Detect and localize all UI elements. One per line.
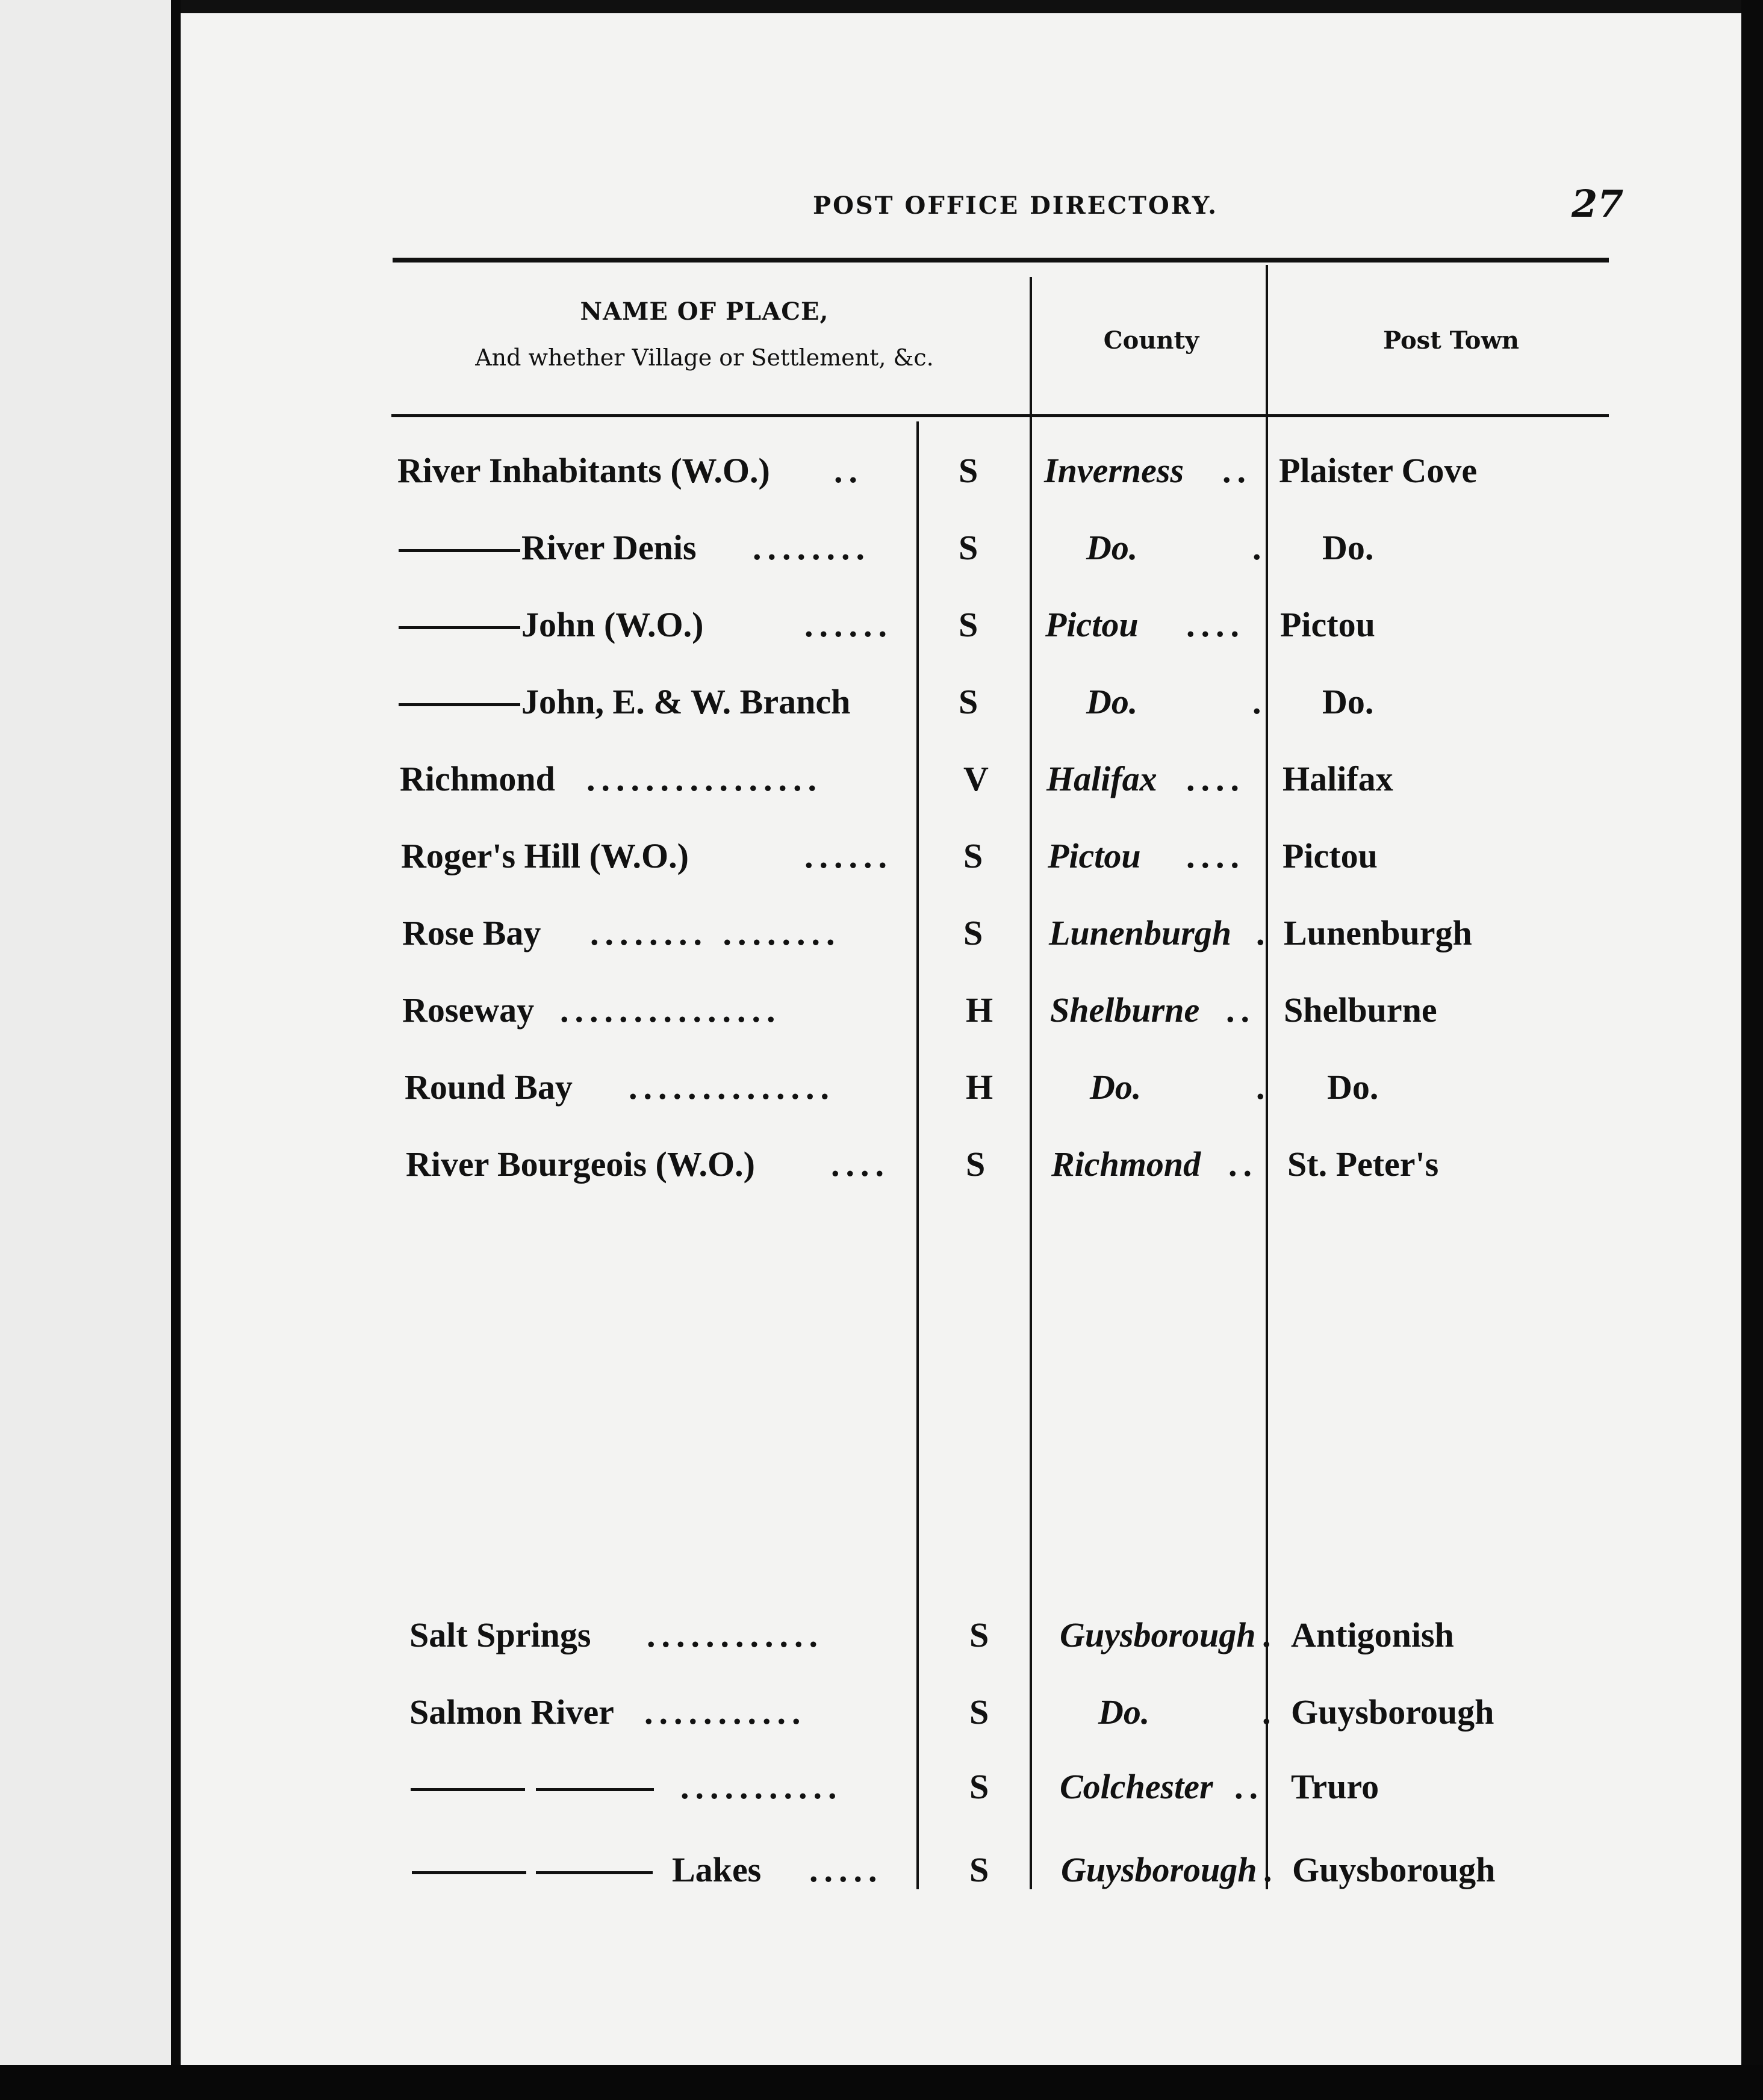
- name-column-title: NAME OF PLACE,: [580, 297, 829, 326]
- place-class: S: [959, 528, 978, 567]
- county-leader-dots: .: [1263, 1850, 1278, 1889]
- running-title: POST OFFICE DIRECTORY.: [813, 191, 1219, 220]
- place-class: V: [963, 759, 989, 798]
- place-name: River Inhabitants (W.O.): [397, 451, 770, 490]
- place-name: Salmon River: [409, 1692, 614, 1732]
- place-name: Rose Bay: [402, 913, 541, 952]
- leader-dots: ...........: [680, 1767, 843, 1806]
- table-row: [0, 601, 1763, 649]
- place-class: S: [963, 836, 983, 875]
- county-leader-dots: .: [1256, 1067, 1271, 1107]
- post-town-column-heading: Post Town: [1383, 326, 1519, 355]
- county-name: Pictou: [1048, 836, 1141, 875]
- county-leader-dots: ..: [1226, 990, 1255, 1030]
- ditto-dash: [399, 626, 520, 629]
- ditto-dash: [536, 1871, 653, 1874]
- place-class: S: [966, 1145, 986, 1184]
- top-edge-shadow: [181, 0, 1763, 13]
- header-rule: [391, 414, 1609, 417]
- place-name: Lakes: [672, 1850, 762, 1889]
- leader-dots: ........ ........: [590, 913, 841, 952]
- post-town: Guysborough: [1291, 1692, 1494, 1732]
- county-name: Do.: [1090, 1067, 1142, 1107]
- ditto-dash: [536, 1788, 654, 1791]
- county-name: Do.: [1086, 682, 1138, 721]
- place-class: H: [966, 1067, 993, 1107]
- table-row: [0, 1063, 1763, 1111]
- place-class: S: [969, 1850, 989, 1889]
- table-row: [0, 832, 1763, 880]
- post-town: Lunenburgh: [1284, 913, 1472, 952]
- county-name: Halifax: [1046, 759, 1157, 798]
- county-name: Pictou: [1045, 605, 1139, 644]
- leader-dots: ......: [804, 836, 893, 875]
- place-class: S: [959, 682, 978, 721]
- county-leader-dots: .: [1262, 1692, 1277, 1732]
- county-leader-dots: ....: [1186, 759, 1245, 798]
- county-leader-dots: ..: [1234, 1767, 1264, 1806]
- table-row: [0, 1763, 1763, 1811]
- place-name: Roseway: [402, 990, 535, 1030]
- place-name: Richmond: [400, 759, 555, 798]
- post-town: Halifax: [1283, 759, 1393, 798]
- table-row: [0, 909, 1763, 957]
- place-class: S: [969, 1615, 989, 1654]
- place-name: Roger's Hill (W.O.): [401, 836, 689, 875]
- ditto-dash: [399, 549, 520, 552]
- place-name: River Bourgeois (W.O.): [406, 1145, 755, 1184]
- place-class: S: [959, 451, 978, 490]
- county-name: Do.: [1098, 1692, 1150, 1732]
- post-town: Shelburne: [1284, 990, 1437, 1030]
- post-town: Do.: [1322, 528, 1374, 567]
- table-row: [0, 678, 1763, 726]
- leader-dots: .....: [809, 1850, 883, 1889]
- county-name: Inverness: [1044, 451, 1184, 490]
- place-class: S: [959, 605, 978, 644]
- ditto-dash: [411, 1788, 525, 1791]
- place-name: River Denis: [521, 528, 697, 567]
- county-name: Shelburne: [1050, 990, 1200, 1030]
- county-column-heading: County: [1103, 326, 1199, 355]
- table-row: [0, 1846, 1763, 1894]
- ditto-dash: [399, 703, 520, 706]
- leader-dots: ........: [753, 528, 871, 567]
- leader-dots: ......: [804, 605, 893, 644]
- county-leader-dots: ..: [1222, 451, 1252, 490]
- county-leader-dots: .: [1262, 1615, 1277, 1654]
- post-town: Antigonish: [1291, 1615, 1454, 1654]
- ditto-dash: [412, 1871, 526, 1874]
- table-row: [0, 1611, 1763, 1659]
- leader-dots: ................: [586, 759, 822, 798]
- leader-dots: ..............: [629, 1067, 835, 1107]
- post-town: Guysborough: [1292, 1850, 1496, 1889]
- bottom-edge-shadow: [0, 2065, 1763, 2100]
- place-class: S: [963, 913, 983, 952]
- county-leader-dots: ....: [1186, 836, 1245, 875]
- table-row: [0, 1140, 1763, 1188]
- county-name: Colchester: [1060, 1767, 1213, 1806]
- place-name: John (W.O.): [521, 605, 704, 644]
- county-leader-dots: ....: [1186, 605, 1245, 644]
- place-name: John, E. & W. Branch: [521, 682, 851, 721]
- leader-dots: ..: [834, 451, 863, 490]
- leader-dots: ............: [647, 1615, 824, 1654]
- leader-dots: ....: [831, 1145, 890, 1184]
- post-town: Truro: [1291, 1767, 1379, 1806]
- table-row: [0, 755, 1763, 803]
- county-name: Lunenburgh: [1049, 913, 1232, 952]
- place-name: Salt Springs: [409, 1615, 591, 1654]
- post-town: Do.: [1327, 1067, 1379, 1107]
- post-town: St. Peter's: [1287, 1145, 1439, 1184]
- county-name: Guysborough: [1061, 1850, 1257, 1889]
- table-row: [0, 447, 1763, 495]
- county-leader-dots: ..: [1228, 1145, 1258, 1184]
- place-class: S: [969, 1767, 989, 1806]
- top-rule: [393, 258, 1609, 262]
- table-row: [0, 524, 1763, 572]
- county-name: Guysborough: [1060, 1615, 1256, 1654]
- post-town: Pictou: [1283, 836, 1378, 875]
- table-row: [0, 986, 1763, 1034]
- place-name: Round Bay: [405, 1067, 573, 1107]
- page-number: 27: [1572, 182, 1624, 226]
- place-class: H: [966, 990, 993, 1030]
- county-leader-dots: .: [1256, 913, 1271, 952]
- county-leader-dots: .: [1252, 528, 1267, 567]
- county-leader-dots: .: [1252, 682, 1267, 721]
- leader-dots: ...............: [560, 990, 782, 1030]
- place-class: S: [969, 1692, 989, 1732]
- county-name: Richmond: [1051, 1145, 1201, 1184]
- post-town: Pictou: [1280, 605, 1375, 644]
- name-column-subtitle: And whether Village or Settlement, &c.: [475, 344, 934, 371]
- county-name: Do.: [1086, 528, 1138, 567]
- post-town: Plaister Cove: [1279, 451, 1478, 490]
- table-row: [0, 1688, 1763, 1736]
- post-town: Do.: [1322, 682, 1374, 721]
- leader-dots: ...........: [644, 1692, 807, 1732]
